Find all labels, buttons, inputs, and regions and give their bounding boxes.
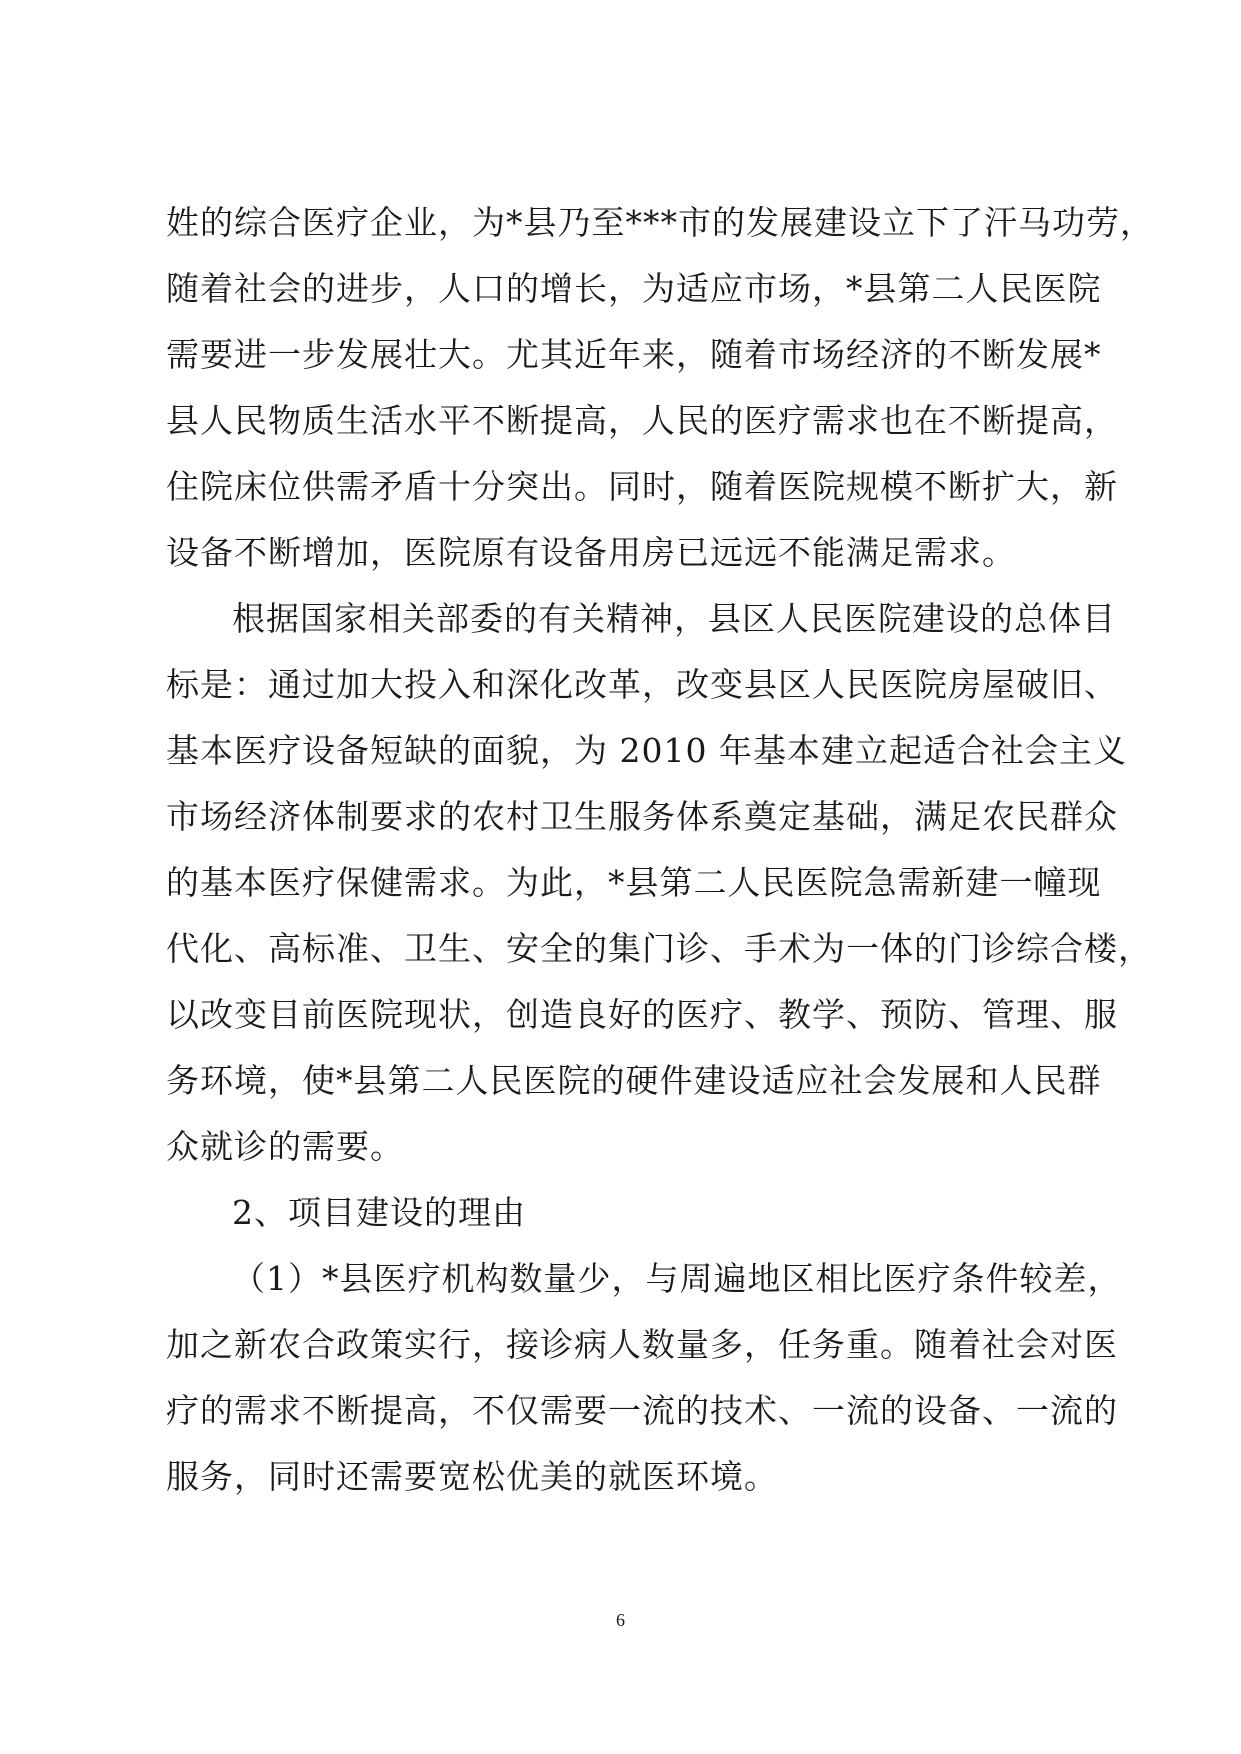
text-line: 基本医疗设备短缺的面貌，为 2010 年基本建立起适合社会主义	[166, 731, 1127, 770]
section-heading: 2、项目建设的理由	[232, 1193, 526, 1232]
text-line: 标是：通过加大投入和深化改革，改变县区人民医院房屋破旧、	[166, 665, 1118, 704]
text-line: 住院床位供需矛盾十分突出。同时，随着医院规模不断扩大，新	[166, 467, 1118, 506]
text-line: 加之新农合政策实行，接诊病人数量多，任务重。随着社会对医	[166, 1325, 1118, 1364]
text-line: 众就诊的需要。	[166, 1127, 404, 1166]
text-line: 疗的需求不断提高，不仅需要一流的技术、一流的设备、一流的	[166, 1391, 1118, 1430]
text-line: 县人民物质生活水平不断提高，人民的医疗需求也在不断提高，	[166, 401, 1118, 440]
text-line: 设备不断增加，医院原有设备用房已远远不能满足需求。	[166, 533, 1016, 572]
text-line: 需要进一步发展壮大。尤其近年来，随着市场经济的不断发展*	[166, 335, 1102, 374]
text-line: 服务，同时还需要宽松优美的就医环境。	[166, 1457, 778, 1496]
paragraph-start-line: 根据国家相关部委的有关精神，县区人民医院建设的总体目	[232, 599, 1116, 638]
body-text	[166, 190, 1154, 1510]
text-line: 的基本医疗保健需求。为此，*县第二人民医院急需新建一幢现	[166, 863, 1102, 902]
page-number: 6	[616, 1610, 625, 1630]
text-line: 务环境，使*县第二人民医院的硬件建设适应社会发展和人民群	[166, 1061, 1102, 1100]
paragraph-start-line: （1）*县医疗机构数量少，与周遍地区相比医疗条件较差，	[232, 1259, 1122, 1298]
text-line: 以改变目前医院现状，创造良好的医疗、教学、预防、管理、服	[166, 995, 1118, 1034]
text-line: 姓的综合医疗企业，为*县乃至***市的发展建设立下了汗马功劳，	[166, 203, 1154, 242]
text-line: 随着社会的进步，人口的增长，为适应市场，*县第二人民医院	[166, 269, 1102, 308]
text-line: 代化、高标准、卫生、安全的集门诊、手术为一体的门诊综合楼，	[166, 929, 1152, 968]
text-line: 市场经济体制要求的农村卫生服务体系奠定基础，满足农民群众	[166, 797, 1118, 836]
